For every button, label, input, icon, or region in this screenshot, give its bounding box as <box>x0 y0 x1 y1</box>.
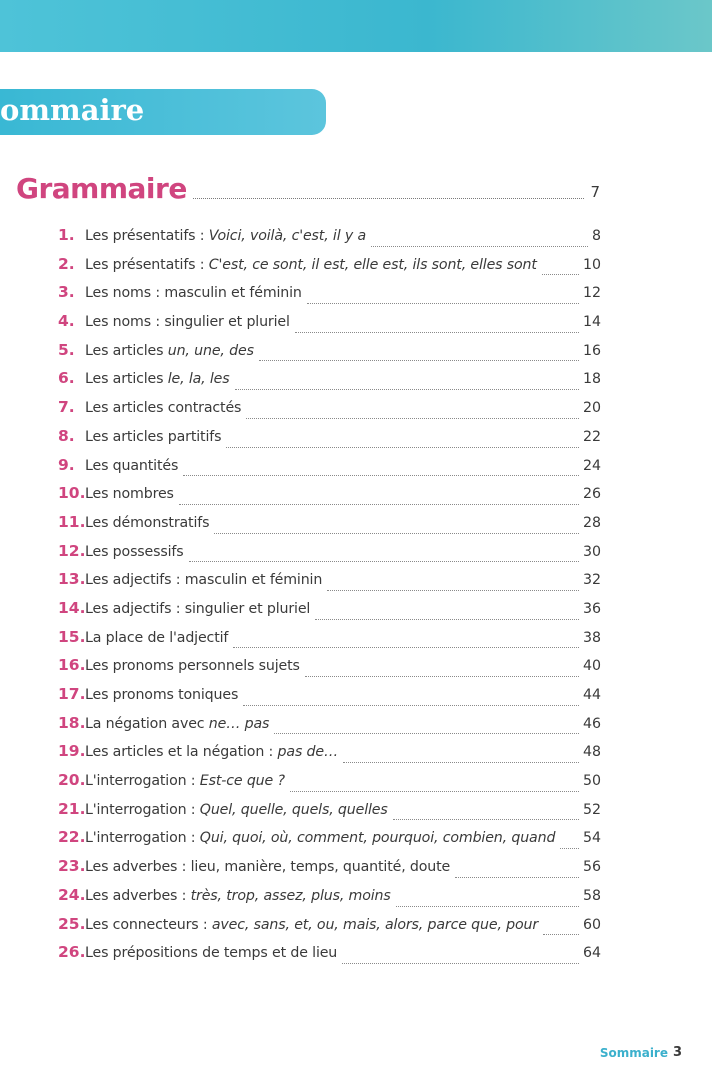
toc-row-page: 40 <box>582 658 601 675</box>
toc-row-number: 24. <box>58 885 86 904</box>
toc-row[interactable] <box>58 283 601 312</box>
toc-row-page: 14 <box>582 314 601 331</box>
toc-row-number: 11. <box>58 512 86 531</box>
toc-row[interactable] <box>58 456 601 485</box>
toc-row[interactable] <box>58 828 601 857</box>
toc-row-title: Les nombres <box>85 486 174 503</box>
toc-row[interactable] <box>58 369 601 398</box>
toc-row-title: Les articles contractés <box>85 400 242 417</box>
toc-row[interactable] <box>58 570 601 599</box>
toc-row-page: 32 <box>582 572 601 589</box>
toc-row-page: 10 <box>582 256 601 273</box>
toc-row[interactable] <box>58 656 601 685</box>
toc-row[interactable] <box>58 513 601 542</box>
toc-row[interactable] <box>58 685 601 714</box>
toc-row-number: 9. <box>58 455 75 474</box>
toc-row-title: Les prépositions de temps et de lieu <box>85 945 338 962</box>
toc-row-page: 36 <box>582 600 601 617</box>
toc-row-number: 3. <box>58 283 75 302</box>
toc-row-page: 16 <box>582 342 601 359</box>
toc-row-page: 26 <box>582 486 601 503</box>
toc-row-title: Les noms : masculin et féminin <box>85 285 302 302</box>
dot-leader <box>315 619 579 620</box>
footer-label: Sommaire <box>599 1046 668 1060</box>
dot-leader <box>396 906 579 907</box>
dot-leader <box>259 360 579 361</box>
toc-row[interactable] <box>58 771 601 800</box>
toc-row-number: 12. <box>58 541 86 560</box>
dot-leader <box>371 246 588 247</box>
dot-leader <box>193 198 585 199</box>
toc-row-page: 8 <box>591 228 601 244</box>
toc-row-title: Les pronoms personnels sujets <box>85 658 300 675</box>
toc-row[interactable] <box>58 599 601 628</box>
toc-row-page: 60 <box>582 916 601 933</box>
toc-row-page: 30 <box>582 543 601 560</box>
section-label: Grammaire <box>16 172 187 205</box>
dot-leader <box>295 332 579 333</box>
toc-row-title: Les adverbes : très, trop, assez, plus, moins <box>85 887 391 904</box>
dot-leader <box>307 303 579 304</box>
toc-row-title: Les noms : singulier et pluriel <box>85 314 290 331</box>
dot-leader <box>290 791 579 792</box>
toc-row-number: 4. <box>58 312 75 331</box>
toc-row[interactable] <box>58 915 601 944</box>
toc-row-number: 16. <box>58 656 86 675</box>
toc-row-number: 10. <box>58 484 86 503</box>
toc-row-page: 52 <box>582 801 601 818</box>
dot-leader <box>455 877 579 878</box>
dot-leader <box>342 963 579 964</box>
dot-leader <box>183 475 579 476</box>
toc-row-page: 12 <box>582 285 601 302</box>
toc-row[interactable] <box>58 484 601 513</box>
toc-row-number: 7. <box>58 398 75 417</box>
dot-leader <box>226 447 579 448</box>
dot-leader <box>189 561 579 562</box>
toc-row-title: Les présentatifs : Voici, voilà, c'est, il y a <box>85 228 367 244</box>
toc-row-title: Les articles partitifs <box>85 428 222 445</box>
toc-row-number: 20. <box>58 771 86 790</box>
dot-leader <box>393 819 579 820</box>
toc-row-number: 18. <box>58 713 86 732</box>
dot-leader <box>543 934 579 935</box>
dot-leader <box>235 389 579 390</box>
toc-row[interactable] <box>58 427 601 456</box>
toc-row-page: 64 <box>582 945 601 962</box>
toc-row-page: 54 <box>582 830 601 847</box>
dot-leader <box>243 705 579 706</box>
top-color-band <box>0 0 712 52</box>
table-of-contents <box>58 226 601 972</box>
toc-row-page: 44 <box>582 687 601 703</box>
toc-row-title: L'interrogation : Est-ce que ? <box>85 773 285 790</box>
toc-row-number: 8. <box>58 426 75 445</box>
toc-row-title: L'interrogation : Quel, quelle, quels, quelles <box>85 801 388 818</box>
toc-row-title: L'interrogation : Qui, quoi, où, comment, pourquoi, combien, quand <box>85 830 556 847</box>
toc-row-number: 2. <box>58 254 75 273</box>
toc-row[interactable] <box>58 398 601 427</box>
toc-row[interactable] <box>58 857 601 886</box>
dot-leader <box>233 647 579 648</box>
toc-row-title: Les pronoms toniques <box>85 687 239 703</box>
toc-row-page: 38 <box>582 629 601 646</box>
toc-row[interactable] <box>58 943 601 972</box>
toc-row-page: 28 <box>582 514 601 531</box>
toc-row-title: Les présentatifs : C'est, ce sont, il est, elle est, ils sont, elles sont <box>85 256 537 273</box>
toc-row[interactable] <box>58 542 601 571</box>
page-title: ommaire <box>0 93 145 127</box>
toc-row-page: 20 <box>582 400 601 417</box>
toc-row-page: 22 <box>582 428 601 445</box>
toc-row-page: 58 <box>582 887 601 904</box>
title-bar <box>0 89 326 135</box>
toc-row-number: 5. <box>58 340 75 359</box>
dot-leader <box>327 590 579 591</box>
toc-row-title: La place de l'adjectif <box>85 629 229 646</box>
dot-leader <box>305 676 579 677</box>
toc-row-page: 46 <box>582 715 601 732</box>
toc-row-title: Les démonstratifs <box>85 514 210 531</box>
dot-leader <box>274 733 579 734</box>
toc-row-title: Les quantités <box>85 457 179 474</box>
toc-row-number: 22. <box>58 828 86 847</box>
toc-row[interactable] <box>58 255 601 284</box>
toc-row[interactable] <box>58 742 601 771</box>
toc-row-number: 6. <box>58 369 75 388</box>
toc-row-number: 14. <box>58 598 86 617</box>
toc-row-title: Les adverbes : lieu, manière, temps, quantité, doute <box>85 859 451 876</box>
footer-page-number: 3 <box>672 1045 682 1060</box>
toc-row[interactable] <box>58 312 601 341</box>
toc-row-number: 13. <box>58 570 86 589</box>
toc-row-title: Les connecteurs : avec, sans, et, ou, mais, alors, parce que, pour <box>85 916 539 933</box>
dot-leader <box>560 848 579 849</box>
toc-row-title: Les articles un, une, des <box>85 342 254 359</box>
toc-row-page: 24 <box>582 457 601 474</box>
toc-row-title: Les adjectifs : singulier et pluriel <box>85 600 311 617</box>
toc-row[interactable] <box>58 714 601 743</box>
toc-row-number: 26. <box>58 943 86 962</box>
dot-leader <box>542 274 579 275</box>
toc-row-title: Les possessifs <box>85 543 184 560</box>
dot-leader <box>246 418 579 419</box>
toc-row[interactable] <box>58 628 601 657</box>
toc-row-title: La négation avec ne… pas <box>85 715 270 732</box>
toc-row-title: Les articles le, la, les <box>85 371 230 388</box>
toc-row-number: 25. <box>58 914 86 933</box>
toc-row-number: 19. <box>58 742 86 761</box>
dot-leader <box>343 762 579 763</box>
toc-row[interactable] <box>58 800 601 829</box>
toc-row-number: 21. <box>58 799 86 818</box>
toc-row-title: Les adjectifs : masculin et féminin <box>85 572 323 589</box>
section-page: 7 <box>590 183 600 201</box>
toc-row-page: 18 <box>582 371 601 388</box>
dot-leader <box>214 533 579 534</box>
toc-row-number: 1. <box>58 226 75 244</box>
toc-row-number: 23. <box>58 857 86 876</box>
toc-row-page: 48 <box>582 744 601 761</box>
toc-row-title: Les articles et la négation : pas de… <box>85 744 339 761</box>
toc-row-number: 17. <box>58 685 86 703</box>
toc-row[interactable] <box>58 886 601 915</box>
toc-row-page: 50 <box>582 773 601 790</box>
toc-row[interactable] <box>58 226 601 255</box>
toc-row-number: 15. <box>58 627 86 646</box>
dot-leader <box>179 504 579 505</box>
toc-row[interactable] <box>58 341 601 370</box>
toc-row-page: 56 <box>582 859 601 876</box>
toc-section-grammaire[interactable] <box>16 168 600 206</box>
